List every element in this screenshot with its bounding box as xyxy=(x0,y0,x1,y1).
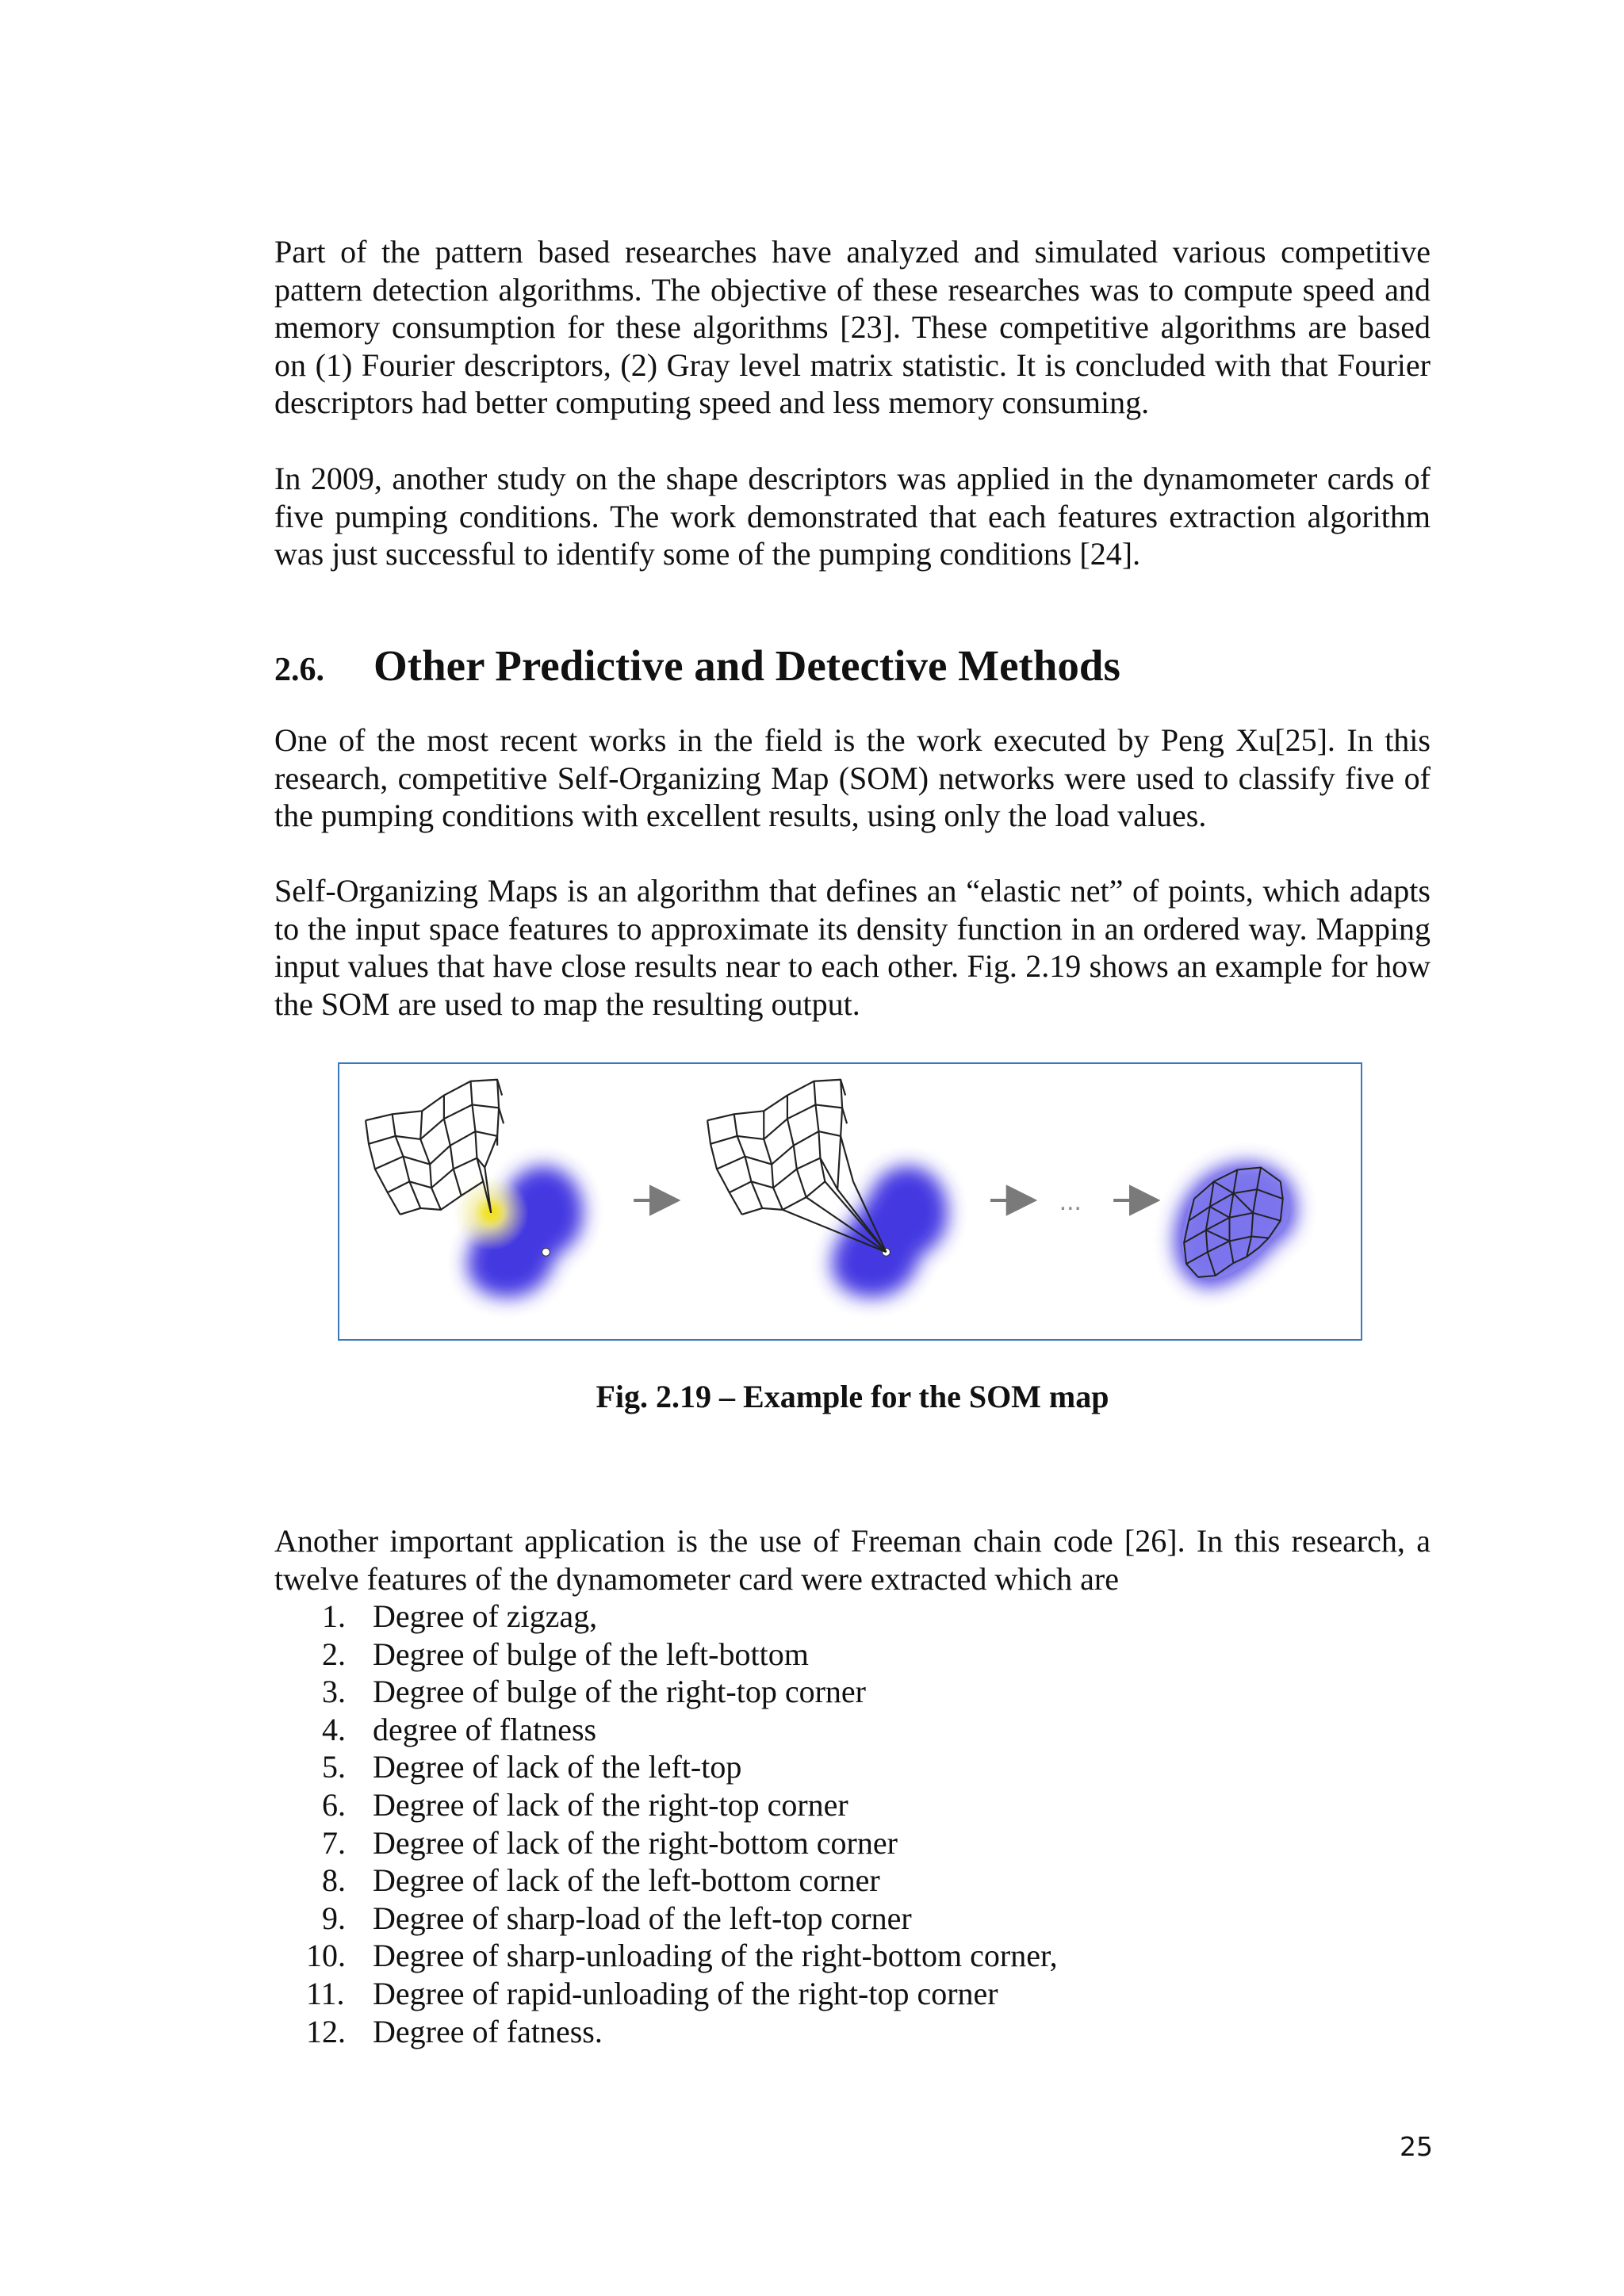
som-figure xyxy=(338,1062,1362,1341)
list-item: 5. Degree of lack of the left-top xyxy=(322,1749,742,1785)
som-stage-converged xyxy=(1174,1162,1297,1288)
list-item: 11. Degree of rapid-unloading of the right-top corner xyxy=(306,1975,998,2011)
section-title: Other Predictive and Detective Methods xyxy=(373,641,1120,690)
list-item: 4. degree of flatness xyxy=(322,1711,597,1747)
som-illustration xyxy=(339,1064,1361,1339)
paragraph-freeman-chain-code: Another important application is the use of Freeman chain code [26]. In this research, a twelve features of the dynamometer card were extracted which are xyxy=(274,1523,1431,1597)
paragraph-som-networks: One of the most recent works in the field is the work executed by Peng Xu[25]. In this research, competitive Self-Organizing Map (SOM) networks were used to classify five of the pumping conditions with excellent results, using only the load values. xyxy=(274,722,1431,833)
list-item: 3. Degree of bulge of the right-top corner xyxy=(322,1674,866,1710)
input-density-blob xyxy=(832,1165,948,1297)
som-stage-initial xyxy=(366,1080,584,1298)
som-stage-adapting xyxy=(707,1080,948,1298)
paragraph-shape-descriptors: In 2009, another study on the shape descriptors was applied in the dynamometer cards of five pumping conditions. The work demonstrated that each features extraction algorithm was just successful to identify some of the pumping conditions [24]. xyxy=(274,461,1431,572)
page-number: 25 xyxy=(1400,2131,1433,2162)
list-item: 7. Degree of lack of the right-bottom corner xyxy=(322,1824,898,1861)
list-item: 2. Degree of bulge of the left-bottom xyxy=(322,1636,809,1672)
paragraph-som-elastic-net: Self-Organizing Maps is an algorithm that defines an “elastic net” of points, which adapts to the input space features to approximate its density function in an ordered way. Mapping input values that have close results near to each other. Fig. 2.19 shows an example for how the SOM are used to map the resulting output. xyxy=(274,873,1431,1022)
paragraph-pattern-detection: Part of the pattern based researches have analyzed and simulated various competitive pattern detection algorithms. The objective of these researches was to compute speed and memory consumption for these algorithms [23]. These competitive algorithms are based on (1) Fourier descriptors, (2) Gray level matrix statistic. It is concluded with that Fourier descriptors had better computing speed and less memory consuming. xyxy=(274,234,1431,420)
list-item: 1. Degree of zigzag, xyxy=(322,1598,598,1634)
list-item: 12. Degree of fatness. xyxy=(306,2013,603,2049)
section-number: 2.6. xyxy=(274,652,324,688)
figure-caption: Fig. 2.19 – Example for the SOM map xyxy=(596,1379,1109,1414)
list-item: 8. Degree of lack of the left-bottom corner xyxy=(322,1862,880,1899)
section-heading xyxy=(274,638,1120,698)
list-item: 9. Degree of sharp-load of the left-top corner xyxy=(322,1900,912,1936)
list-item: 10. Degree of sharp-unloading of the right-bottom corner, xyxy=(306,1938,1058,1974)
list-item: 6. Degree of lack of the right-top corner xyxy=(322,1786,848,1823)
feature-list xyxy=(274,1598,1431,2050)
ellipsis-text: ... xyxy=(1059,1186,1082,1216)
input-sample-point xyxy=(542,1248,550,1256)
